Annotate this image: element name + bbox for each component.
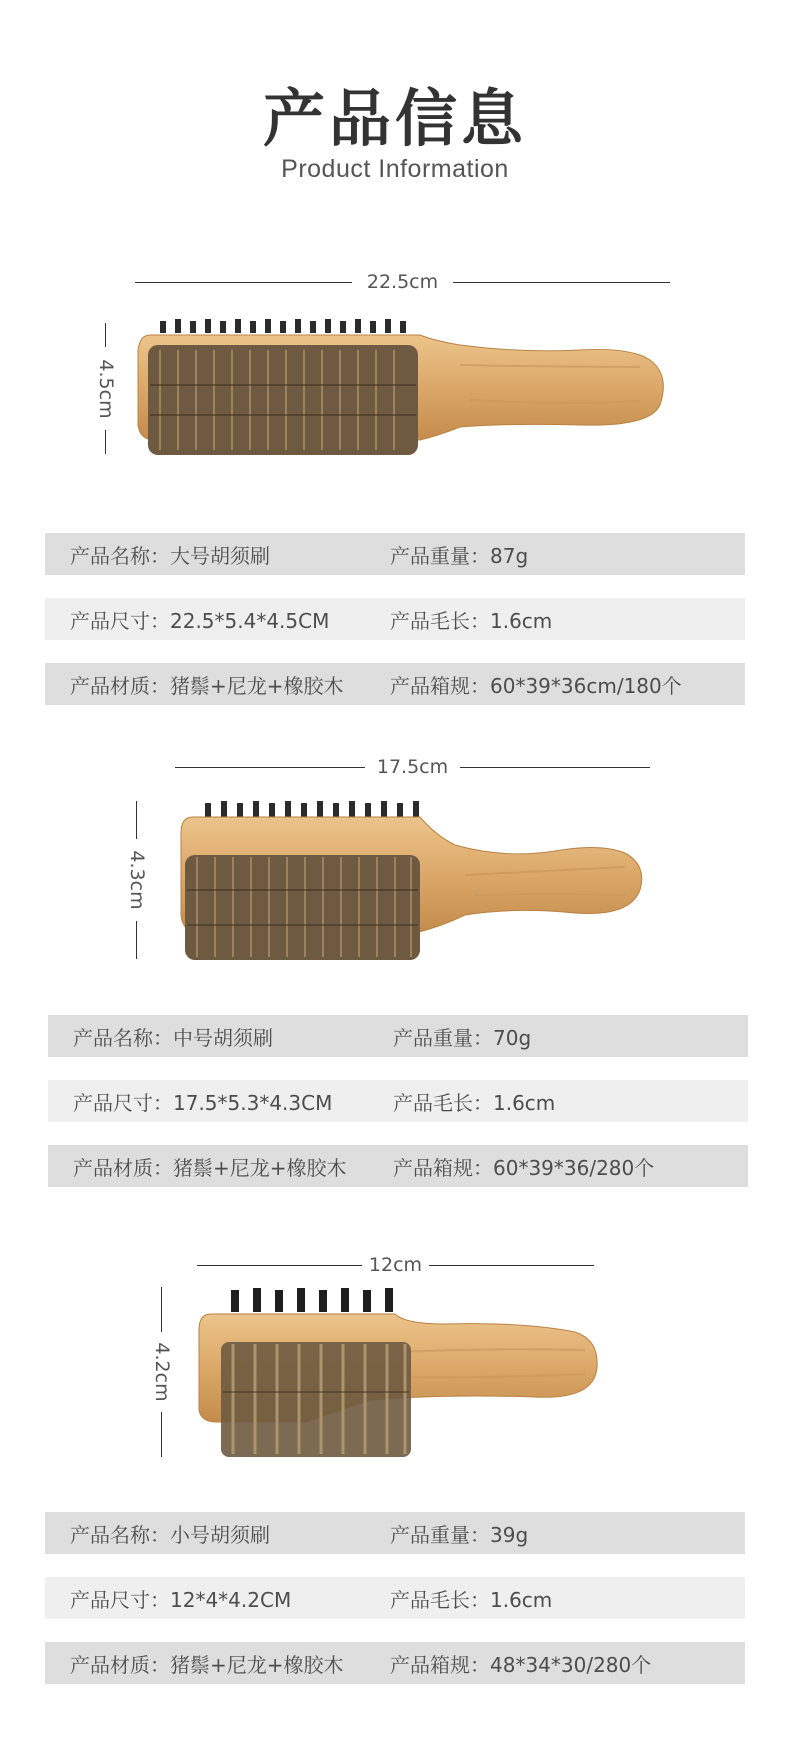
spec-bristle-length: 产品毛长：1.6cm <box>390 608 553 633</box>
height-label: 4.3cm <box>126 850 148 910</box>
length-dimension-small <box>197 1254 594 1276</box>
large-beard-brush-image <box>130 305 680 470</box>
length-dimension-medium <box>175 756 650 778</box>
spec-row <box>48 1015 748 1057</box>
spec-row <box>45 1642 745 1684</box>
length-label: 22.5cm <box>366 271 439 293</box>
height-dimension-medium <box>125 801 149 959</box>
spec-name: 产品名称：中号胡须刷 <box>73 1025 273 1050</box>
height-label: 4.5cm <box>95 358 117 419</box>
spec-material: 产品材质：猪鬃+尼龙+橡胶木 <box>73 1155 347 1180</box>
height-dimension-small <box>150 1287 174 1457</box>
spec-weight: 产品重量：87g <box>390 543 529 568</box>
spec-bristle-length: 产品毛长：1.6cm <box>393 1090 556 1115</box>
spec-carton: 产品箱规：60*39*36cm/180个 <box>390 673 682 698</box>
spec-row <box>45 533 745 575</box>
spec-carton: 产品箱规：60*39*36/280个 <box>393 1155 655 1180</box>
spec-size: 产品尺寸：12*4*4.2CM <box>70 1587 292 1612</box>
spec-row <box>48 1145 748 1187</box>
spec-weight: 产品重量：70g <box>393 1025 532 1050</box>
spec-row <box>45 663 745 705</box>
height-label: 4.2cm <box>151 1342 173 1402</box>
length-label: 17.5cm <box>376 756 449 778</box>
page-title: 产品信息 <box>262 82 527 155</box>
spec-weight: 产品重量：39g <box>390 1522 529 1547</box>
spec-name: 产品名称：大号胡须刷 <box>70 543 270 568</box>
small-beard-brush-image <box>195 1282 605 1462</box>
spec-name: 产品名称：小号胡须刷 <box>70 1522 270 1547</box>
medium-beard-brush-image <box>175 795 655 970</box>
spec-material: 产品材质：猪鬃+尼龙+橡胶木 <box>70 673 344 698</box>
spec-size: 产品尺寸：17.5*5.3*4.3CM <box>73 1090 333 1115</box>
spec-material: 产品材质：猪鬃+尼龙+橡胶木 <box>70 1652 344 1677</box>
spec-row <box>45 1577 745 1619</box>
length-dimension-large <box>135 271 670 293</box>
spec-row <box>45 1512 745 1554</box>
spec-row <box>48 1080 748 1122</box>
spec-bristle-length: 产品毛长：1.6cm <box>390 1587 553 1612</box>
length-label: 12cm <box>368 1254 423 1276</box>
spec-size: 产品尺寸：22.5*5.4*4.5CM <box>70 608 330 633</box>
page-subtitle: Product Information <box>281 155 509 183</box>
spec-row <box>45 598 745 640</box>
spec-carton: 产品箱规：48*34*30/280个 <box>390 1652 652 1677</box>
height-dimension-large <box>94 323 118 454</box>
